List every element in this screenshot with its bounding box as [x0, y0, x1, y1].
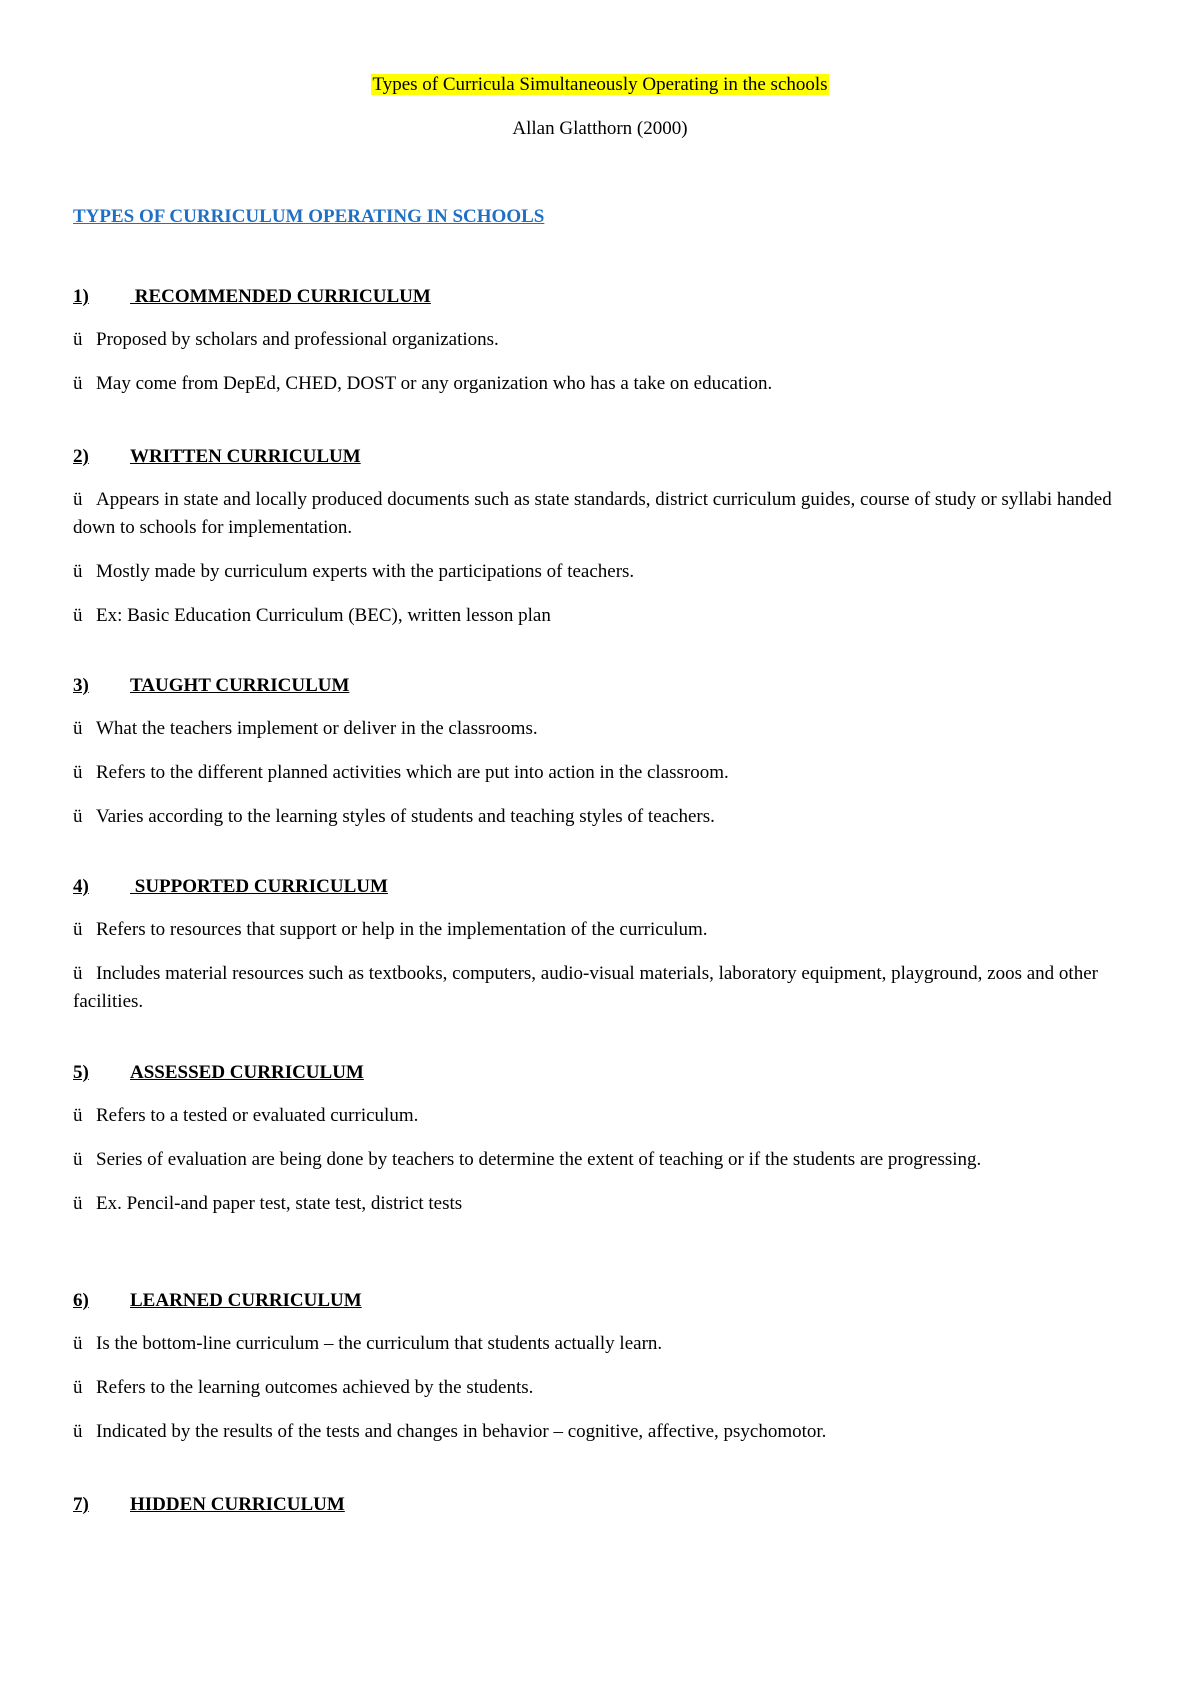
list-item: [73, 1190, 1133, 1218]
section-heading: [73, 874, 1133, 900]
bullet-text: Refers to a tested or evaluated curriculum.: [96, 1105, 419, 1126]
section-written-curriculum: [73, 444, 1133, 630]
bullet-text: Mostly made by curriculum experts with the participations of teachers.: [96, 561, 635, 582]
title-highlight: Types of Curricula Simultaneously Operating in the schools: [372, 74, 828, 95]
section-supported-curriculum: [73, 874, 1133, 1016]
section-number: 3): [73, 675, 89, 696]
bullet-mark: ü: [73, 561, 83, 582]
bullet-text: Refers to the learning outcomes achieved by the students.: [96, 1377, 534, 1398]
bullet-mark: ü: [73, 1149, 83, 1170]
bullet-mark: ü: [73, 489, 83, 510]
section-recommended-curriculum: [73, 284, 1133, 398]
bullet-list: [73, 715, 1133, 831]
document-title: [0, 72, 1200, 98]
list-item: [73, 1102, 1133, 1130]
list-item: [73, 558, 1133, 586]
bullet-mark: ü: [73, 1333, 83, 1354]
section-heading: [73, 444, 1133, 470]
bullet-text: Varies according to the learning styles of students and teaching styles of teachers.: [96, 806, 715, 827]
bullet-text: What the teachers implement or deliver in the classrooms.: [96, 718, 538, 739]
list-item: [73, 1146, 1133, 1174]
bullet-text: Appears in state and locally produced documents such as state standards, district curriculum guides, course of study or syllabi handed down to schools for implementation.: [73, 489, 1112, 538]
section-assessed-curriculum: [73, 1060, 1133, 1218]
section-title: LEARNED CURRICULUM: [130, 1290, 362, 1311]
bullet-mark: ü: [73, 329, 83, 350]
list-item: [73, 759, 1133, 787]
list-item: [73, 715, 1133, 743]
bullet-mark: ü: [73, 1377, 83, 1398]
list-item: [73, 486, 1133, 542]
bullet-text: Ex. Pencil-and paper test, state test, district tests: [96, 1193, 463, 1214]
bullet-text: Refers to resources that support or help in the implementation of the curriculum.: [96, 919, 708, 940]
section-number: 6): [73, 1290, 89, 1311]
bullet-text: Is the bottom-line curriculum – the curriculum that students actually learn.: [96, 1333, 663, 1354]
bullet-mark: ü: [73, 806, 83, 827]
bullet-list: [73, 326, 1133, 398]
bullet-mark: ü: [73, 718, 83, 739]
bullet-list: [73, 1102, 1133, 1218]
bullet-mark: ü: [73, 605, 83, 626]
section-heading: [73, 1288, 1133, 1314]
section-number: 2): [73, 446, 89, 467]
list-item: [73, 1418, 1133, 1446]
section-heading: [73, 1492, 1133, 1518]
section-learned-curriculum: [73, 1288, 1133, 1446]
bullet-list: [73, 1330, 1133, 1446]
section-heading: [73, 284, 1133, 310]
section-number: 1): [73, 286, 89, 307]
section-number: 4): [73, 876, 89, 897]
bullet-mark: ü: [73, 762, 83, 783]
section-title: RECOMMENDED CURRICULUM: [130, 286, 431, 307]
bullet-mark: ü: [73, 963, 83, 984]
section-heading: [73, 673, 1133, 699]
bullet-mark: ü: [73, 919, 83, 940]
bullet-mark: ü: [73, 1193, 83, 1214]
section-title: TAUGHT CURRICULUM: [130, 675, 350, 696]
main-heading: TYPES OF CURRICULUM OPERATING IN SCHOOLS: [73, 206, 545, 227]
section-title: HIDDEN CURRICULUM: [130, 1494, 345, 1515]
bullet-text: Indicated by the results of the tests and changes in behavior – cognitive, affective, psychomotor.: [96, 1421, 827, 1442]
section-number: 7): [73, 1494, 89, 1515]
bullet-text: Proposed by scholars and professional organizations.: [96, 329, 499, 350]
author-citation: Allan Glatthorn (2000): [512, 118, 688, 139]
bullet-text: Ex: Basic Education Curriculum (BEC), written lesson plan: [96, 605, 551, 626]
list-item: [73, 370, 1133, 398]
list-item: [73, 1330, 1133, 1358]
bullet-mark: ü: [73, 1105, 83, 1126]
bullet-text: Refers to the different planned activities which are put into action in the classroom.: [96, 762, 729, 783]
list-item: [73, 602, 1133, 630]
section-title: ASSESSED CURRICULUM: [130, 1062, 364, 1083]
list-item: [73, 916, 1133, 944]
bullet-list: [73, 916, 1133, 1016]
list-item: [73, 326, 1133, 354]
list-item: [73, 960, 1133, 1016]
bullet-text: Includes material resources such as textbooks, computers, audio-visual materials, laboratory equipment, playground, zoos and other facilities.: [73, 963, 1098, 1012]
bullet-text: May come from DepEd, CHED, DOST or any organization who has a take on education.: [96, 373, 773, 394]
bullet-mark: ü: [73, 1421, 83, 1442]
section-taught-curriculum: [73, 673, 1133, 831]
bullet-text: Series of evaluation are being done by teachers to determine the extent of teaching or if the students are progressing.: [96, 1149, 982, 1170]
section-title: WRITTEN CURRICULUM: [130, 446, 361, 467]
list-item: [73, 1374, 1133, 1402]
section-number: 5): [73, 1062, 89, 1083]
section-heading: [73, 1060, 1133, 1086]
list-item: [73, 803, 1133, 831]
bullet-mark: ü: [73, 373, 83, 394]
bullet-list: [73, 486, 1133, 630]
section-title: SUPPORTED CURRICULUM: [130, 876, 388, 897]
section-hidden-curriculum: [73, 1492, 1133, 1518]
